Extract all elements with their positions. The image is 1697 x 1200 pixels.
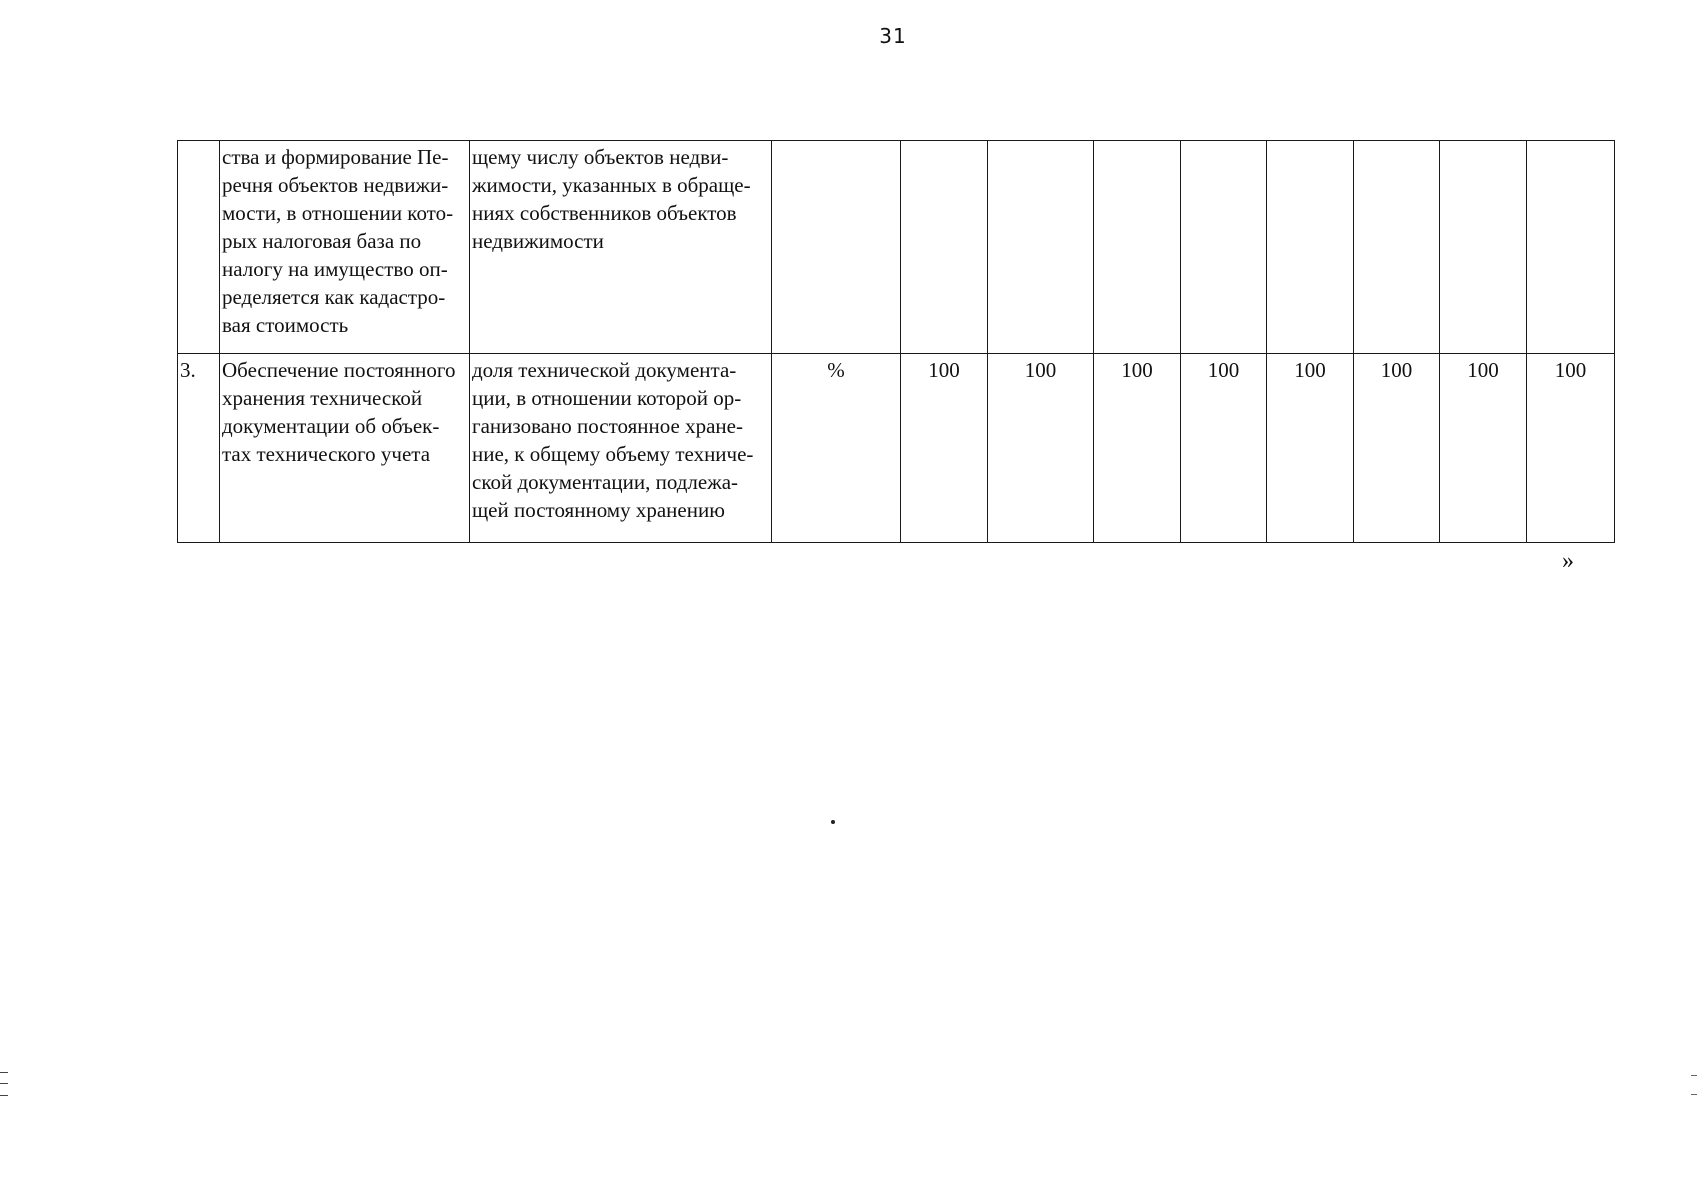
value-cell xyxy=(1094,141,1181,354)
unit-text: % xyxy=(827,358,845,382)
table-row xyxy=(178,354,1615,543)
scan-edge-mark-left xyxy=(0,1072,8,1096)
value-cell xyxy=(988,354,1094,543)
value-text: 100 xyxy=(1207,358,1240,382)
value-cell xyxy=(901,141,988,354)
value-cell xyxy=(1440,141,1527,354)
measure-cell xyxy=(220,354,470,543)
indicator-text: щему числу объектов недви- жимости, указанных в обраще- ниях собственников объектов недвижимости xyxy=(472,145,751,253)
closing-quote: » xyxy=(1562,548,1574,574)
measure-cell xyxy=(220,141,470,354)
indicator-text: доля технической документа- ции, в отношении которой ор- ганизовано постоянное хране- ние, к общему объему техниче- ской документации, подлежа- щей постоянному хранению xyxy=(472,358,754,522)
scan-edge-mark-right xyxy=(1691,1075,1697,1095)
value-text: 100 xyxy=(1121,358,1153,382)
unit-cell xyxy=(772,141,901,354)
row-number-cell xyxy=(178,354,220,543)
value-text: 100 xyxy=(928,358,960,382)
value-cell xyxy=(1267,354,1354,543)
value-text: 100 xyxy=(1467,358,1499,382)
value-cell xyxy=(1267,141,1354,354)
value-cell xyxy=(1527,354,1615,543)
value-cell xyxy=(988,141,1094,354)
value-text: 100 xyxy=(1294,358,1326,382)
value-text: 100 xyxy=(1380,358,1413,382)
page-number: 31 xyxy=(879,24,907,48)
measure-text: Обеспечение постоянного хранения технической документации об объек- тах технического учета xyxy=(222,358,456,466)
value-cell xyxy=(1181,354,1267,543)
value-cell xyxy=(1440,354,1527,543)
value-text: 100 xyxy=(1554,358,1587,382)
indicator-cell xyxy=(470,141,772,354)
unit-cell xyxy=(772,354,901,543)
value-text: 100 xyxy=(1024,358,1057,382)
table-row xyxy=(178,141,1615,354)
row-number-cell xyxy=(178,141,220,354)
scan-dot-mark xyxy=(831,820,835,824)
value-cell xyxy=(901,354,988,543)
indicator-cell xyxy=(470,354,772,543)
value-cell xyxy=(1354,141,1440,354)
value-cell xyxy=(1354,354,1440,543)
row-number: 3. xyxy=(180,358,196,382)
value-cell xyxy=(1527,141,1615,354)
indicators-table xyxy=(177,140,1615,543)
value-cell xyxy=(1181,141,1267,354)
value-cell xyxy=(1094,354,1181,543)
measure-text: ства и формирование Пе- речня объектов недвижи- мости, в отношении кото- рых налоговая база по налогу на имущество оп- ределяется как кадастро- вая стоимость xyxy=(222,145,454,337)
